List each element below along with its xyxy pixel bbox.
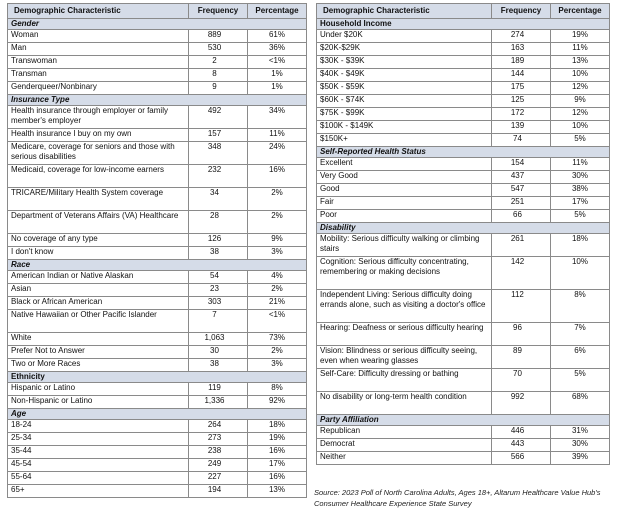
table-row [317,69,610,82]
characteristic-header: Demographic Characteristic [8,4,189,19]
table-row [8,383,307,396]
row-label: Very Good [317,171,492,184]
percentage-cell: 10% [551,69,610,82]
table-row [317,234,610,257]
percentage-cell: 4% [248,271,307,284]
row-label: Democrat [317,439,492,452]
section-title: Household Income [317,19,610,30]
row-label: Transwoman [8,56,189,69]
percentage-cell: <1% [248,56,307,69]
row-label: Health insurance I buy on my own [8,129,189,142]
frequency-cell: 194 [189,485,248,498]
frequency-cell: 89 [492,346,551,369]
row-label: $30K - $39K [317,56,492,69]
row-label: Good [317,184,492,197]
right-table-body [317,19,610,465]
percentage-cell: 68% [551,392,610,415]
frequency-cell: 7 [189,310,248,333]
row-label: 35-44 [8,446,189,459]
percentage-cell: 34% [248,106,307,129]
row-label: Excellent [317,158,492,171]
percentage-cell: 19% [248,433,307,446]
table-row [317,452,610,465]
row-label: Hearing: Deafness or serious difficulty hearing [317,323,492,346]
frequency-cell: 264 [189,420,248,433]
percentage-cell: 39% [551,452,610,465]
frequency-cell: 273 [189,433,248,446]
percentage-cell: 18% [248,420,307,433]
table-row [8,188,307,211]
row-label: 25-34 [8,433,189,446]
section-header-disability [317,223,610,234]
table-row [317,134,610,147]
table-row [8,271,307,284]
percentage-cell: 17% [248,459,307,472]
table-row [8,310,307,333]
table-row [317,56,610,69]
section-header-ethnicity [8,372,307,383]
frequency-cell: 163 [492,43,551,56]
percentage-cell: 1% [248,82,307,95]
row-label: Health insurance through employer or family member's employer [8,106,189,129]
frequency-cell: 28 [189,211,248,234]
percentage-cell: 12% [551,108,610,121]
percentage-cell: 9% [551,95,610,108]
section-title: Gender [8,19,307,30]
percentage-cell: <1% [248,310,307,333]
percentage-cell: 61% [248,30,307,43]
source-note: Source: 2023 Poll of North Carolina Adults, Ages 18+, Altarum Healthcare Value Hub's Consumer Healthcare Experience State Survey [314,488,601,508]
table-row [317,197,610,210]
frequency-cell: 492 [189,106,248,129]
frequency-cell: 175 [492,82,551,95]
table-row [8,43,307,56]
row-label: Vision: Blindness or serious difficulty seeing, even when wearing glasses [317,346,492,369]
frequency-header: Frequency [492,4,551,19]
table-row [8,359,307,372]
table-row [8,472,307,485]
frequency-cell: 189 [492,56,551,69]
percentage-cell: 2% [248,284,307,297]
frequency-cell: 66 [492,210,551,223]
percentage-cell: 11% [551,158,610,171]
row-label: $150K+ [317,134,492,147]
percentage-cell: 13% [551,56,610,69]
section-title: Race [8,260,307,271]
percentage-cell: 16% [248,165,307,188]
row-label: Transman [8,69,189,82]
percentage-cell: 7% [551,323,610,346]
percentage-cell: 2% [248,211,307,234]
frequency-cell: 443 [492,439,551,452]
frequency-cell: 1,063 [189,333,248,346]
table-row [8,142,307,165]
frequency-cell: 2 [189,56,248,69]
row-label: Neither [317,452,492,465]
row-label: Asian [8,284,189,297]
row-label: $100K - $149K [317,121,492,134]
percentage-cell: 17% [551,197,610,210]
frequency-cell: 8 [189,69,248,82]
frequency-cell: 889 [189,30,248,43]
table-row [8,69,307,82]
frequency-cell: 566 [492,452,551,465]
row-label: Non-Hispanic or Latino [8,396,189,409]
row-label: Department of Veterans Affairs (VA) Healthcare [8,211,189,234]
row-label: I don't know [8,247,189,260]
table-row [8,446,307,459]
frequency-cell: 30 [189,346,248,359]
frequency-cell: 238 [189,446,248,459]
table-row [317,426,610,439]
table-row [8,211,307,234]
percentage-cell: 6% [551,346,610,369]
percentage-cell: 13% [248,485,307,498]
frequency-cell: 251 [492,197,551,210]
row-label: TRICARE/Military Health System coverage [8,188,189,211]
percentage-cell: 3% [248,359,307,372]
percentage-cell: 31% [551,426,610,439]
percentage-cell: 36% [248,43,307,56]
row-label: Man [8,43,189,56]
frequency-cell: 23 [189,284,248,297]
percentage-cell: 30% [551,439,610,452]
frequency-cell: 139 [492,121,551,134]
percentage-header: Percentage [248,4,307,19]
section-title: Age [8,409,307,420]
table-row [317,210,610,223]
table-row [317,95,610,108]
table-row [317,346,610,369]
row-label: $50K - $59K [317,82,492,95]
table-row [8,459,307,472]
frequency-cell: 172 [492,108,551,121]
row-label: No disability or long-term health condition [317,392,492,415]
percentage-header: Percentage [551,4,610,19]
table-row [8,433,307,446]
percentage-cell: 92% [248,396,307,409]
table-row [8,56,307,69]
table-row [317,43,610,56]
right-demographics-panel [316,3,609,465]
section-header-self-reported-health-status [317,147,610,158]
frequency-cell: 437 [492,171,551,184]
frequency-cell: 142 [492,257,551,290]
percentage-cell: 1% [248,69,307,82]
frequency-cell: 144 [492,69,551,82]
frequency-cell: 54 [189,271,248,284]
percentage-cell: 5% [551,369,610,392]
frequency-cell: 992 [492,392,551,415]
row-label: $75K - $99K [317,108,492,121]
row-label: Native Hawaiian or Other Pacific Islander [8,310,189,333]
table-row [8,165,307,188]
table-row [317,171,610,184]
percentage-cell: 5% [551,134,610,147]
table-row [317,82,610,95]
row-label: 65+ [8,485,189,498]
section-header-gender [8,19,307,30]
table-row [8,82,307,95]
characteristic-header: Demographic Characteristic [317,4,492,19]
table-row [8,485,307,498]
section-title: Insurance Type [8,95,307,106]
row-label: White [8,333,189,346]
percentage-cell: 10% [551,121,610,134]
frequency-cell: 157 [189,129,248,142]
section-title: Party Affiliation [317,415,610,426]
percentage-cell: 16% [248,446,307,459]
table-row [317,121,610,134]
table-row [317,257,610,290]
percentage-cell: 9% [248,234,307,247]
frequency-cell: 261 [492,234,551,257]
row-label: Under $20K [317,30,492,43]
table-row [317,158,610,171]
percentage-cell: 5% [551,210,610,223]
percentage-cell: 11% [551,43,610,56]
table-row [317,108,610,121]
percentage-cell: 2% [248,346,307,359]
frequency-cell: 446 [492,426,551,439]
section-header-household-income [317,19,610,30]
frequency-cell: 303 [189,297,248,310]
left-demographics-panel [7,3,306,498]
frequency-cell: 38 [189,247,248,260]
table-row [8,129,307,142]
section-title: Ethnicity [8,372,307,383]
table-row [8,284,307,297]
table-row [8,346,307,359]
row-label: Two or More Races [8,359,189,372]
row-label: Black or African American [8,297,189,310]
percentage-cell: 12% [551,82,610,95]
table-row [317,439,610,452]
percentage-cell: 11% [248,129,307,142]
row-label: American Indian or Native Alaskan [8,271,189,284]
row-label: 18-24 [8,420,189,433]
table-row [317,392,610,415]
section-header-age [8,409,307,420]
row-label: $60K - $74K [317,95,492,108]
header-row [317,4,610,19]
section-header-party-affiliation [317,415,610,426]
row-label: $40K - $49K [317,69,492,82]
frequency-cell: 34 [189,188,248,211]
row-label: No coverage of any type [8,234,189,247]
frequency-cell: 1,336 [189,396,248,409]
table-row [8,333,307,346]
percentage-cell: 19% [551,30,610,43]
percentage-cell: 10% [551,257,610,290]
table-row [317,290,610,323]
percentage-cell: 2% [248,188,307,211]
section-title: Disability [317,223,610,234]
row-label: Woman [8,30,189,43]
percentage-cell: 73% [248,333,307,346]
table-row [317,369,610,392]
percentage-cell: 16% [248,472,307,485]
frequency-cell: 125 [492,95,551,108]
percentage-cell: 3% [248,247,307,260]
table-row [8,396,307,409]
percentage-cell: 8% [248,383,307,396]
frequency-cell: 38 [189,359,248,372]
table-row [8,106,307,129]
right-demographics-table [316,3,610,465]
frequency-cell: 74 [492,134,551,147]
row-label: Hispanic or Latino [8,383,189,396]
table-row [8,234,307,247]
frequency-cell: 9 [189,82,248,95]
row-label: Independent Living: Serious difficulty doing errands alone, such as visiting a doctor's office [317,290,492,323]
percentage-cell: 18% [551,234,610,257]
header-row [8,4,307,19]
frequency-cell: 154 [492,158,551,171]
row-label: 45-54 [8,459,189,472]
table-row [317,323,610,346]
section-title: Self-Reported Health Status [317,147,610,158]
row-label: 55-64 [8,472,189,485]
percentage-cell: 24% [248,142,307,165]
row-label: Prefer Not to Answer [8,346,189,359]
frequency-cell: 547 [492,184,551,197]
frequency-cell: 274 [492,30,551,43]
frequency-cell: 348 [189,142,248,165]
frequency-cell: 530 [189,43,248,56]
row-label: Cognition: Serious difficulty concentrating, remembering or making decisions [317,257,492,290]
frequency-cell: 232 [189,165,248,188]
row-label: Self-Care: Difficulty dressing or bathing [317,369,492,392]
table-row [317,30,610,43]
table-row [8,30,307,43]
frequency-cell: 96 [492,323,551,346]
row-label: Mobility: Serious difficulty walking or climbing stairs [317,234,492,257]
section-header-insurance-type [8,95,307,106]
row-label: Poor [317,210,492,223]
table-row [8,247,307,260]
percentage-cell: 21% [248,297,307,310]
frequency-cell: 227 [189,472,248,485]
table-row [8,420,307,433]
frequency-cell: 112 [492,290,551,323]
left-demographics-table [7,3,307,498]
row-label: Medicare, coverage for seniors and those with serious disabilities [8,142,189,165]
row-label: $20K-$29K [317,43,492,56]
row-label: Fair [317,197,492,210]
row-label: Republican [317,426,492,439]
percentage-cell: 30% [551,171,610,184]
section-header-race [8,260,307,271]
frequency-header: Frequency [189,4,248,19]
frequency-cell: 126 [189,234,248,247]
left-table-body [8,19,307,498]
frequency-cell: 119 [189,383,248,396]
table-row [8,297,307,310]
percentage-cell: 8% [551,290,610,323]
table-row [317,184,610,197]
frequency-cell: 249 [189,459,248,472]
row-label: Medicaid, coverage for low-income earners [8,165,189,188]
percentage-cell: 38% [551,184,610,197]
frequency-cell: 70 [492,369,551,392]
row-label: Genderqueer/Nonbinary [8,82,189,95]
